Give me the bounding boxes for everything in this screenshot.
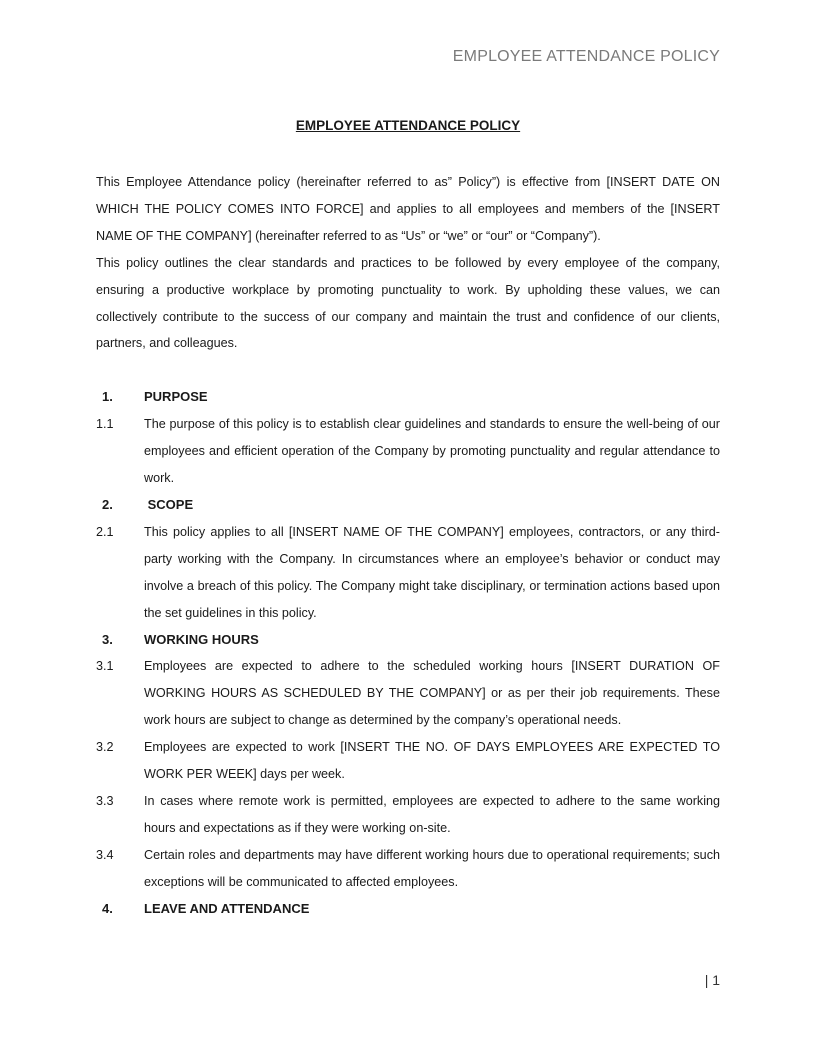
running-header-title: EMPLOYEE ATTENDANCE POLICY [452,48,720,65]
section-heading-leave-and-attendance [96,896,720,923]
clause-number: 3.2 [96,740,114,755]
document-title: EMPLOYEE ATTENDANCE POLICY [295,118,521,133]
clause-3-2 [96,734,720,788]
clause-number: 2.1 [96,524,114,539]
clause-3-1 [96,653,720,734]
clause-number: 3.3 [96,793,114,808]
document-body [96,169,720,922]
clause-text: The purpose of this policy is to establish clear guidelines and standards to ensure the well-being of our employees and efficient operation of the Company by promoting punctuality and regular attendance to work. [144,417,720,486]
section-title: PURPOSE [144,389,208,405]
section-heading-scope [96,492,720,519]
page-number: | 1 [704,972,720,988]
clause-number: 3.1 [96,659,114,674]
clause-3-3 [96,788,720,842]
clause-number: 3.4 [96,847,114,862]
section-number: 1. [102,389,113,405]
clause-text: Employees are expected to adhere to the scheduled working hours [INSERT DURATION OF WORKING HOURS AS SCHEDULED BY THE COMPANY] or as per their job requirements. These work hours are subject to change as determined by the company’s operational needs. [144,659,720,728]
section-heading-working-hours [96,627,720,654]
intro-paragraph-2: This policy outlines the clear standards and practices to be followed by every employee of the company, ensuring a productive workplace by promoting punctuality to work. By upholding these values, we can collectively contribute to the success of our company and maintain the trust and confidence of our clients, partners, and colleagues. [96,255,720,351]
clause-1-1 [96,411,720,492]
section-title: LEAVE AND ATTENDANCE [144,900,310,916]
clause-2-1 [96,519,720,627]
clause-text: In cases where remote work is permitted, employees are expected to adhere to the same working hours and expectations as if they were working on-site. [144,793,720,835]
section-number: 2. [102,496,113,512]
section-title: WORKING HOURS [144,631,259,647]
paragraph-spacer [96,357,720,384]
section-number: 4. [102,900,113,916]
section-number: 3. [102,631,113,647]
clause-3-4 [96,842,720,896]
clause-text: This policy applies to all [INSERT NAME OF THE COMPANY] employees, contractors, or any third-party working with the Company. In circumstances where an employee’s behavior or conduct may involve a breach of this policy. The Company might take disciplinary, or termination actions based upon the set guidelines in this policy. [144,524,720,620]
section-heading-purpose [96,384,720,411]
clause-number: 1.1 [96,417,114,432]
clause-text: Employees are expected to work [INSERT THE NO. OF DAYS EMPLOYEES ARE EXPECTED TO WORK PER WEEK] days per week. [144,740,720,782]
section-title: SCOPE [144,496,194,512]
intro-paragraph-1: This Employee Attendance policy (hereinafter referred to as” Policy”) is effective from [INSERT DATE ON WHICH THE POLICY COMES INTO FORCE] and applies to all employees and members of the [INSERT NAME OF THE COMPANY] (hereinafter referred to as “Us” or “we” or “our” or “Company”). [96,175,720,243]
clause-text: Certain roles and departments may have different working hours due to operational requirements; such exceptions will be communicated to affected employees. [144,847,720,889]
